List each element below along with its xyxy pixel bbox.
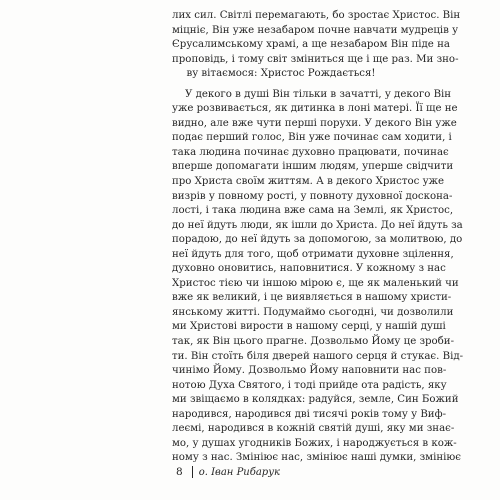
text-line: ми Христові вирости в нашому серці, у нашій душі (172, 321, 446, 333)
text-line: визрів у повному рості, у повноту духовної доскона- (172, 190, 453, 202)
text-line: ми звіщаємо в колядках: радуйся, земле, Син Божий (172, 394, 459, 406)
page-number: 8 (176, 466, 183, 478)
text-line: народився, народився дві тисячі років тому у Виф- (172, 408, 447, 420)
author-name: о. Іван Рибарук (198, 466, 280, 478)
text-line: проповідь, і тому світ зміниться ще і ще раз. Ми зно- (172, 53, 459, 65)
text-line: про Христа своїм життям. А в декого Христос уже (172, 176, 444, 188)
text-line: чинімо Йому. Дозвольмо Йому наповнити нас пов- (172, 365, 447, 377)
text-line: порадою, до неї йдуть за допомогою, за молитвою, до (172, 234, 463, 246)
text-line: Єрусалимському храмі, а ще незабаром Він піде на (172, 39, 450, 51)
text-line: мо, у душах угодників Божих, і народжується в кож- (172, 437, 457, 449)
text-line: леємі, народився в кожній святій душі, яку ми знає- (172, 423, 455, 435)
text-line: лих сил. Світлі перемагають, бо зростає Христос. Він (172, 10, 461, 21)
text-line: видно, але вже чути перші порухи. У декого Він уже (172, 117, 457, 129)
text-line: подає перший голос, Він уже починає сам ходити, і (172, 132, 452, 144)
text-line: до неї йдуть люди, як ішли до Христа. До неї йдуть за (172, 219, 463, 231)
text-line: лості, і така людина вже сама на Землі, як Христос, (172, 205, 454, 217)
text-line: уже розвивається, як дитинка в лоні матері. Її ще не (172, 103, 458, 115)
text-line: так, як Він цього прагне. Дозвольмо Йому це зроби- (172, 336, 455, 348)
text-line: така людина починає духовно працювати, починає (172, 146, 449, 158)
text-line: міцніє, Він уже незабаром почне навчати мудреців у (172, 24, 459, 36)
text-line: янському житті. Подумаймо сьогодні, чи дозволили (172, 306, 454, 318)
page-footer (176, 466, 280, 478)
text-line: вперше допомагати іншим людям, уперше свідчити (172, 161, 454, 173)
text-line: ти. Він стоїть біля дверей нашого серця й стукає. Від- (172, 350, 464, 362)
text-line: У декого в душі Він тільки в зачатті, у декого Він (185, 88, 452, 100)
footer-divider (192, 466, 193, 478)
body-text (172, 9, 464, 466)
text-line: вже як великий, і це виявляється в нашому христи- (172, 292, 452, 304)
text-line: Христос тією чи іншою мірою є, ще як маленький чи (172, 277, 459, 289)
text-line: духовно оновитись, наповнитися. У кожному з нас (172, 263, 446, 275)
text-line: неї йдуть для того, щоб отримати духовне зцілення, (172, 248, 454, 260)
text-line: ву вітаємося: Христос Рождається! (186, 68, 376, 80)
text-line: нотою Духа Святого, і тоді прийде ота радість, яку (172, 379, 447, 391)
text-line: ному з нас. Змініює нас, змініює наші думки, змініює (172, 452, 461, 464)
